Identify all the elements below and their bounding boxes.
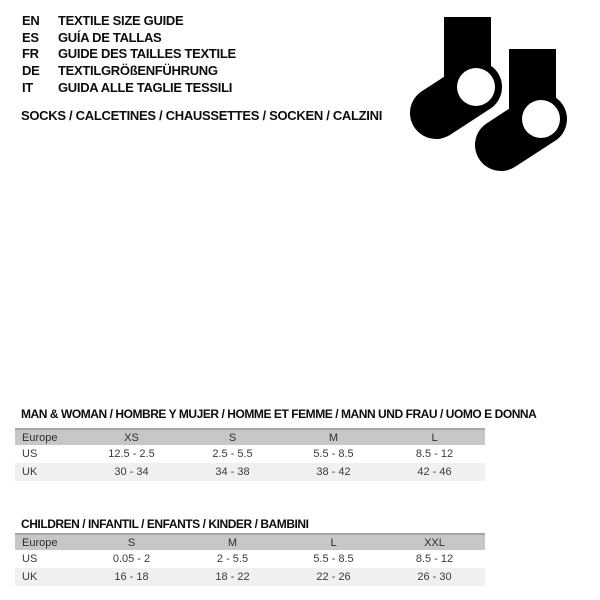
language-row: [22, 79, 236, 96]
column-header: L: [431, 431, 438, 444]
row-label: UK: [22, 466, 38, 478]
table-title-children: CHILDREN / INFANTIL / ENFANTS / KINDER / BAMBINI: [21, 517, 309, 531]
table-row: [15, 568, 485, 586]
language-label: GUIDE DES TAILLES TEXTILE: [58, 46, 236, 62]
language-code: DE: [22, 62, 40, 78]
size-cell: 5.5 - 8.5: [313, 553, 354, 565]
row-label: UK: [22, 571, 38, 583]
size-cell: 0.05 - 2: [112, 553, 151, 565]
size-cell: 18 - 22: [215, 571, 250, 583]
column-header: S: [228, 431, 237, 444]
table-header-row: [15, 429, 485, 445]
language-row: [22, 45, 236, 62]
language-code: IT: [22, 79, 33, 95]
column-header: Europe: [22, 431, 58, 444]
column-header: S: [127, 536, 136, 549]
row-label: US: [22, 553, 38, 565]
language-label: GUIDA ALLE TAGLIE TESSILI: [58, 79, 233, 95]
size-cell: 26 - 30: [417, 571, 452, 583]
size-cell: 38 - 42: [316, 466, 351, 478]
size-cell: 22 - 26: [316, 571, 351, 583]
column-header: XXL: [424, 536, 445, 549]
language-label: GUÍA DE TALLAS: [58, 29, 162, 45]
language-label: TEXTILE SIZE GUIDE: [58, 12, 184, 28]
language-label: TEXTILGRÖßENFÜHRUNG: [58, 62, 218, 78]
language-row: [22, 29, 236, 46]
language-code: FR: [22, 46, 39, 62]
column-header: L: [330, 536, 337, 549]
language-row: [22, 12, 236, 29]
socks-icon: [410, 17, 570, 174]
column-header: M: [328, 431, 339, 444]
table-title-adult: MAN & WOMAN / HOMBRE Y MUJER / HOMME ET FEMME / MANN UND FRAU / UOMO E DONNA: [21, 407, 537, 421]
language-code: EN: [22, 12, 40, 28]
size-cell: 2.5 - 5.5: [212, 448, 253, 460]
column-header: Europe: [22, 536, 58, 549]
size-cell: 34 - 38: [215, 466, 250, 478]
size-cell: 2 - 5.5: [216, 553, 249, 565]
size-cell: 5.5 - 8.5: [313, 448, 354, 460]
table-row: [15, 463, 485, 481]
table-header-row: [15, 534, 485, 550]
language-list: [22, 12, 236, 95]
size-cell: 8.5 - 12: [415, 448, 454, 460]
size-table-children: [15, 533, 485, 586]
column-header: M: [227, 536, 238, 549]
language-row: [22, 62, 236, 79]
size-cell: 8.5 - 12: [415, 553, 454, 565]
product-category-title: SOCKS / CALCETINES / CHAUSSETTES / SOCKEN / CALZINI: [21, 108, 383, 123]
language-code: ES: [22, 29, 39, 45]
table-row: [15, 550, 485, 568]
size-table-adult: [15, 428, 485, 481]
size-cell: 16 - 18: [114, 571, 149, 583]
size-cell: 12.5 - 2.5: [108, 448, 155, 460]
size-cell: 42 - 46: [417, 466, 452, 478]
table-row: [15, 445, 485, 463]
column-header: XS: [124, 431, 139, 444]
row-label: US: [22, 448, 38, 460]
size-cell: 30 - 34: [114, 466, 149, 478]
